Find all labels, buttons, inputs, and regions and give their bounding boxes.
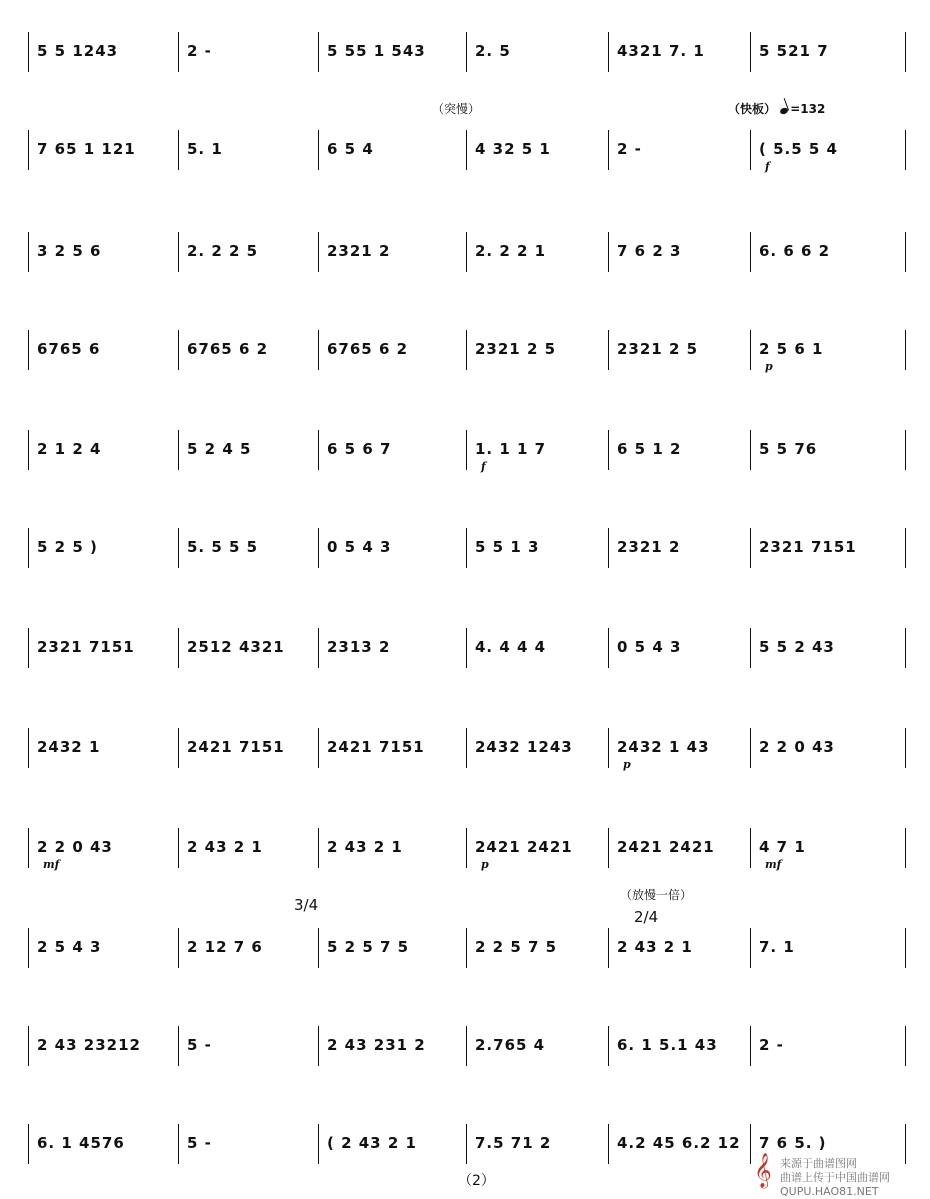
measure-notes: 2421 2421 xyxy=(475,838,573,856)
measure-notes: 6. 1 5.1 43 xyxy=(617,1036,718,1054)
dynamic-marking: mf xyxy=(765,858,782,871)
dynamic-marking: p xyxy=(765,360,773,373)
tempo-value: =132 xyxy=(790,102,826,116)
measure xyxy=(318,32,466,72)
measure-notes: 6 5 6 7 xyxy=(327,440,392,458)
measure-notes: 5 2 4 5 xyxy=(187,440,252,458)
measure xyxy=(750,430,906,470)
measure-notes: ( 5.5 5 4 xyxy=(759,140,838,158)
measure-notes: 7.5 71 2 xyxy=(475,1134,552,1152)
measure-notes: 5 5 1243 xyxy=(37,42,119,60)
dynamic-marking: f xyxy=(481,460,486,473)
measure xyxy=(750,1026,906,1066)
measure-notes: 6765 6 xyxy=(37,340,101,358)
measure xyxy=(608,728,750,771)
measure-notes: 5 5 1 3 xyxy=(475,538,540,556)
measure xyxy=(608,330,750,370)
measure-notes: 4. 4 4 4 xyxy=(475,638,547,656)
measure-notes: 2 - xyxy=(759,1036,784,1054)
measure-notes: 2512 4321 xyxy=(187,638,285,656)
page-number: （2） xyxy=(458,1173,495,1189)
measure-notes: ( 2 43 2 1 xyxy=(327,1134,417,1152)
measure xyxy=(608,928,750,968)
measure xyxy=(28,1124,178,1164)
measure xyxy=(750,330,906,373)
measure xyxy=(318,828,466,868)
measure-notes: 6765 6 2 xyxy=(327,340,409,358)
staff-line-8 xyxy=(28,728,906,771)
measure xyxy=(318,430,466,470)
measure-notes: 2432 1243 xyxy=(475,738,573,756)
measure xyxy=(318,928,466,968)
staff-line-10 xyxy=(28,928,906,968)
measure-notes: 5 5 2 43 xyxy=(759,638,835,656)
measure-notes: 4321 7. 1 xyxy=(617,42,705,60)
measure-notes: 6. 6 6 2 xyxy=(759,242,831,260)
measure-notes: 7 65 1 121 xyxy=(37,140,136,158)
measure xyxy=(178,628,318,668)
measure-notes: 2313 2 xyxy=(327,638,391,656)
measure xyxy=(750,130,906,173)
measure xyxy=(466,528,608,568)
measure xyxy=(466,828,608,871)
measure xyxy=(28,1026,178,1066)
measure-notes: 2432 1 43 xyxy=(617,738,710,756)
measure xyxy=(178,330,318,370)
measure xyxy=(466,330,608,370)
measure xyxy=(466,628,608,668)
measure xyxy=(466,430,608,473)
measure-notes: 4.2 45 6.2 12 xyxy=(617,1134,741,1152)
measure-notes: 7. 1 xyxy=(759,938,795,956)
measure-notes: 2 12 7 6 xyxy=(187,938,263,956)
measure-notes: 2. 2 2 1 xyxy=(475,242,547,260)
measure-notes: 2432 1 xyxy=(37,738,101,756)
measure-notes: 2421 2421 xyxy=(617,838,715,856)
dynamic-marking: f xyxy=(765,160,770,173)
staff-line-2 xyxy=(28,130,906,173)
measure xyxy=(178,528,318,568)
measure xyxy=(750,32,906,72)
measure-notes: 6. 1 4576 xyxy=(37,1134,125,1152)
measure-notes: 4 7 1 xyxy=(759,838,806,856)
measure xyxy=(318,1026,466,1066)
dynamic-marking: p xyxy=(481,858,489,871)
tempo-annotation-fast xyxy=(728,100,825,117)
measure-notes: 2 5 6 1 xyxy=(759,340,824,358)
measure xyxy=(28,232,178,272)
staff-line-3 xyxy=(28,232,906,272)
measure-notes: 5 55 1 543 xyxy=(327,42,426,60)
measure xyxy=(750,728,906,768)
meter-change-2-4: 2/4 xyxy=(634,908,659,926)
measure-notes: 2321 2 5 xyxy=(617,340,699,358)
measure xyxy=(608,1026,750,1066)
measure xyxy=(608,232,750,272)
staff-line-1 xyxy=(28,32,906,72)
measure xyxy=(318,628,466,668)
measure-notes: 5 2 5 7 5 xyxy=(327,938,410,956)
measure-notes: 2 43 2 1 xyxy=(187,838,263,856)
measure-notes: 2 - xyxy=(187,42,212,60)
measure xyxy=(466,728,608,768)
measure-notes: 2421 7151 xyxy=(187,738,285,756)
measure xyxy=(28,628,178,668)
measure xyxy=(608,130,750,170)
tempo-annotation-half-speed: （放慢一倍） xyxy=(620,888,693,902)
measure-notes: 5 - xyxy=(187,1134,212,1152)
measure-notes: 2 43 231 2 xyxy=(327,1036,426,1054)
measure-notes: 0 5 4 3 xyxy=(327,538,392,556)
measure xyxy=(466,928,608,968)
measure-notes: 0 5 4 3 xyxy=(617,638,682,656)
meter-change-3-4: 3/4 xyxy=(294,896,319,914)
measure xyxy=(178,130,318,170)
measure xyxy=(318,728,466,768)
measure xyxy=(178,32,318,72)
measure xyxy=(608,1124,750,1164)
staff-line-7 xyxy=(28,628,906,668)
measure xyxy=(608,528,750,568)
measure-notes: 2321 7151 xyxy=(37,638,135,656)
measure xyxy=(28,528,178,568)
staff-line-4 xyxy=(28,330,906,373)
measure xyxy=(28,32,178,72)
measure-notes: 2. 2 2 5 xyxy=(187,242,259,260)
measure-notes: 2321 2 xyxy=(327,242,391,260)
measure xyxy=(608,32,750,72)
measure xyxy=(466,32,608,72)
measure xyxy=(608,430,750,470)
measure-notes: 6765 6 2 xyxy=(187,340,269,358)
measure xyxy=(318,232,466,272)
measure xyxy=(28,430,178,470)
measure-notes: 6 5 4 xyxy=(327,140,374,158)
measure xyxy=(318,130,466,170)
measure xyxy=(466,1026,608,1066)
measure-notes: 5 521 7 xyxy=(759,42,829,60)
measure-notes: 2 1 2 4 xyxy=(37,440,102,458)
measure-notes: 5. 1 xyxy=(187,140,223,158)
measure-notes: 2321 2 5 xyxy=(475,340,557,358)
measure xyxy=(608,628,750,668)
measure xyxy=(28,330,178,370)
measure-notes: 2 43 23212 xyxy=(37,1036,141,1054)
measure-notes: 2321 7151 xyxy=(759,538,857,556)
dynamic-marking: mf xyxy=(43,858,60,871)
measure-notes: 4 32 5 1 xyxy=(475,140,551,158)
measure xyxy=(178,1026,318,1066)
measure xyxy=(28,728,178,768)
measure-notes: 2421 7151 xyxy=(327,738,425,756)
measure-notes: 2.765 4 xyxy=(475,1036,546,1054)
measure xyxy=(28,928,178,968)
quarter-note-icon xyxy=(779,107,789,115)
measure xyxy=(750,232,906,272)
measure xyxy=(750,528,906,568)
measure-notes: 2 2 0 43 xyxy=(759,738,835,756)
measure xyxy=(178,232,318,272)
watermark-line-1: 来源于曲谱图网 xyxy=(780,1157,857,1170)
measure-notes: 5. 5 5 5 xyxy=(187,538,259,556)
measure-notes: 5 5 76 xyxy=(759,440,818,458)
measure-notes: 2. 5 xyxy=(475,42,511,60)
measure xyxy=(178,430,318,470)
measure xyxy=(178,1124,318,1164)
treble-clef-icon: 𝄞 xyxy=(754,1153,772,1188)
staff-line-12 xyxy=(28,1124,906,1164)
staff-line-11 xyxy=(28,1026,906,1066)
measure-notes: 7 6 2 3 xyxy=(617,242,682,260)
measure-notes: 2 - xyxy=(617,140,642,158)
staff-line-6 xyxy=(28,528,906,568)
measure-notes: 2 43 2 1 xyxy=(327,838,403,856)
measure xyxy=(466,1124,608,1164)
measure xyxy=(28,130,178,170)
measure-notes: 2 43 2 1 xyxy=(617,938,693,956)
measure xyxy=(750,628,906,668)
measure-notes: 1. 1 1 7 xyxy=(475,440,547,458)
measure-notes: 2321 2 xyxy=(617,538,681,556)
measure xyxy=(750,1124,906,1164)
measure xyxy=(466,130,608,170)
measure xyxy=(318,528,466,568)
measure xyxy=(178,828,318,868)
measure xyxy=(608,828,750,868)
measure xyxy=(750,928,906,968)
tempo-fast-label: （快板） xyxy=(728,102,777,116)
measure xyxy=(28,828,178,871)
staff-line-9 xyxy=(28,828,906,871)
measure-notes: 5 2 5 ) xyxy=(37,538,98,556)
measure-notes: 7 6 5. ) xyxy=(759,1134,827,1152)
measure xyxy=(318,330,466,370)
measure xyxy=(318,1124,466,1164)
dynamic-marking: p xyxy=(623,758,631,771)
measure-notes: 5 - xyxy=(187,1036,212,1054)
measure xyxy=(750,828,906,871)
watermark-line-3: QUPU.HAO81.NET xyxy=(780,1185,879,1198)
measure-notes: 2 2 0 43 xyxy=(37,838,113,856)
staff-line-5 xyxy=(28,430,906,473)
measure-notes: 6 5 1 2 xyxy=(617,440,682,458)
measure-notes: 3 2 5 6 xyxy=(37,242,102,260)
measure xyxy=(178,728,318,768)
tempo-annotation-slow: （突慢） xyxy=(432,102,481,116)
measure xyxy=(466,232,608,272)
watermark-line-2: 曲谱上传于中国曲谱网 xyxy=(780,1171,890,1184)
measure xyxy=(178,928,318,968)
measure-notes: 2 5 4 3 xyxy=(37,938,102,956)
measure-notes: 2 2 5 7 5 xyxy=(475,938,558,956)
